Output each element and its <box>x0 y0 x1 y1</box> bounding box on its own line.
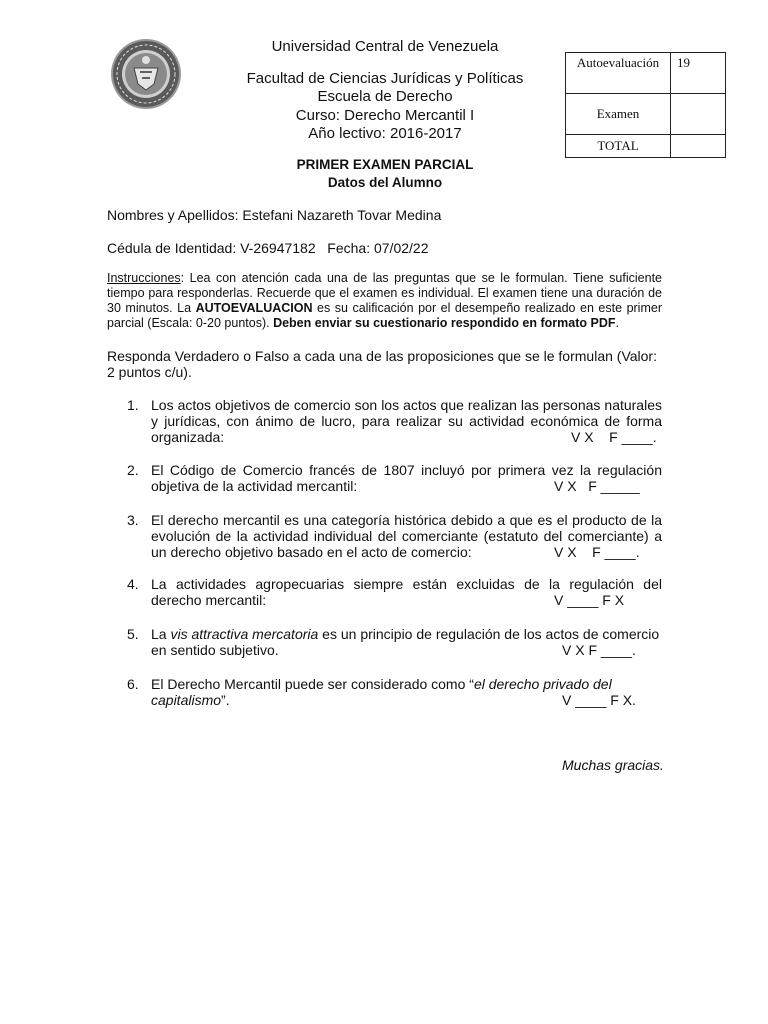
question-number: 1. <box>127 397 139 413</box>
question-text-part: ”. <box>221 692 230 708</box>
quoted-phrase: el derecho privado del capitalismo <box>151 676 612 708</box>
question-number: 2. <box>127 462 139 478</box>
question-text-part: es un principio de regulación de los actos de comercio en sentido subjetivo. <box>151 626 660 658</box>
score-row-total <box>566 135 726 158</box>
question-6 <box>127 676 662 708</box>
question-number: 3. <box>127 512 139 528</box>
score-value <box>671 135 726 158</box>
score-label: TOTAL <box>566 135 671 158</box>
instructions-text: . <box>615 316 619 330</box>
course-name: Curso: Derecho Mercantil I <box>295 107 475 124</box>
question-answer: V ____ F X <box>554 592 625 608</box>
question-number: 6. <box>127 676 139 692</box>
score-label: Examen <box>566 94 671 135</box>
academic-year: Año lectivo: 2016-2017 <box>308 125 462 142</box>
instructions-intro: Responda Verdadero o Falso a cada una de las proposiciones que se le formulan (Valor: 2 puntos c/u). <box>107 348 657 380</box>
question-5 <box>127 626 662 658</box>
student-id-line: Cédula de Identidad: V-26947182 Fecha: 07/02/22 <box>107 240 429 256</box>
score-label: Autoevaluación <box>566 53 671 94</box>
faculty-name: Facultad de Ciencias Jurídicas y Políticas <box>246 70 524 87</box>
instructions-paragraph <box>107 271 662 331</box>
exam-title: PRIMER EXAMEN PARCIAL <box>296 157 474 172</box>
question-1 <box>127 397 662 445</box>
question-2 <box>127 462 662 494</box>
question-answer: V ____ F X. <box>562 692 636 708</box>
student-name-line: Nombres y Apellidos: Estefani Nazareth Tovar Medina <box>107 207 442 223</box>
question-text: Los actos objetivos de comercio son los actos que realizan las personas naturales y jurídicas, con ánimo de lucro, para realizar su actividad económica de forma organizada: <box>151 397 662 445</box>
score-value <box>671 94 726 135</box>
question-answer: V X F ____. <box>554 544 640 560</box>
question-number: 5. <box>127 626 139 642</box>
university-name: Universidad Central de Venezuela <box>271 38 499 55</box>
question-text-part: La <box>151 626 171 642</box>
autoevaluacion-term: AUTOEVALUACION <box>195 301 313 315</box>
question-answer: V X F ____. <box>562 642 636 658</box>
question-text-part: El Derecho Mercantil puede ser considerado como “ <box>151 676 474 692</box>
question-text: El Código de Comercio francés de 1807 incluyó por primera vez la regulación objetiva de la actividad mercantil: <box>151 462 662 494</box>
score-row-autoevaluacion <box>566 53 726 94</box>
university-seal-logo <box>110 38 182 110</box>
instructions-text: : Lea con atención cada una de las preguntas que se le formulan. Tiene suficiente tiempo para responderlas. Recuerde que el examen es individual. El examen tiene una duración de 30 minutos. La <box>107 271 662 315</box>
instructions-label: Instrucciones <box>107 271 181 285</box>
question-3 <box>127 512 662 560</box>
closing-text: Muchas gracias. <box>562 757 664 773</box>
question-text: El derecho mercantil es una categoría histórica debido a que es el producto de la evolución de la actividad individual del comerciante (estatuto del comerciante) a un derecho objetivo basado en el acto de comercio: <box>151 512 662 560</box>
instructions-text: es su calificación por el desempeño realizado en este primer parcial (Escala: 0-20 puntos). <box>107 301 662 330</box>
question-answer: V X F ____. <box>571 429 657 445</box>
score-row-examen <box>566 94 726 135</box>
question-number: 4. <box>127 576 139 592</box>
question-text: La actividades agropecuarias siempre están excluidas de la regulación del derecho mercantil: <box>151 576 662 608</box>
pdf-requirement: Deben enviar su cuestionario respondido en formato PDF <box>273 316 616 330</box>
question-answer: V X F _____ <box>554 478 640 494</box>
latin-term: vis attractiva mercatoria <box>170 626 319 642</box>
school-name: Escuela de Derecho <box>317 88 453 105</box>
question-4 <box>127 576 662 608</box>
score-table <box>565 52 726 158</box>
score-value: 19 <box>671 53 726 94</box>
exam-subtitle: Datos del Alumno <box>327 175 443 190</box>
